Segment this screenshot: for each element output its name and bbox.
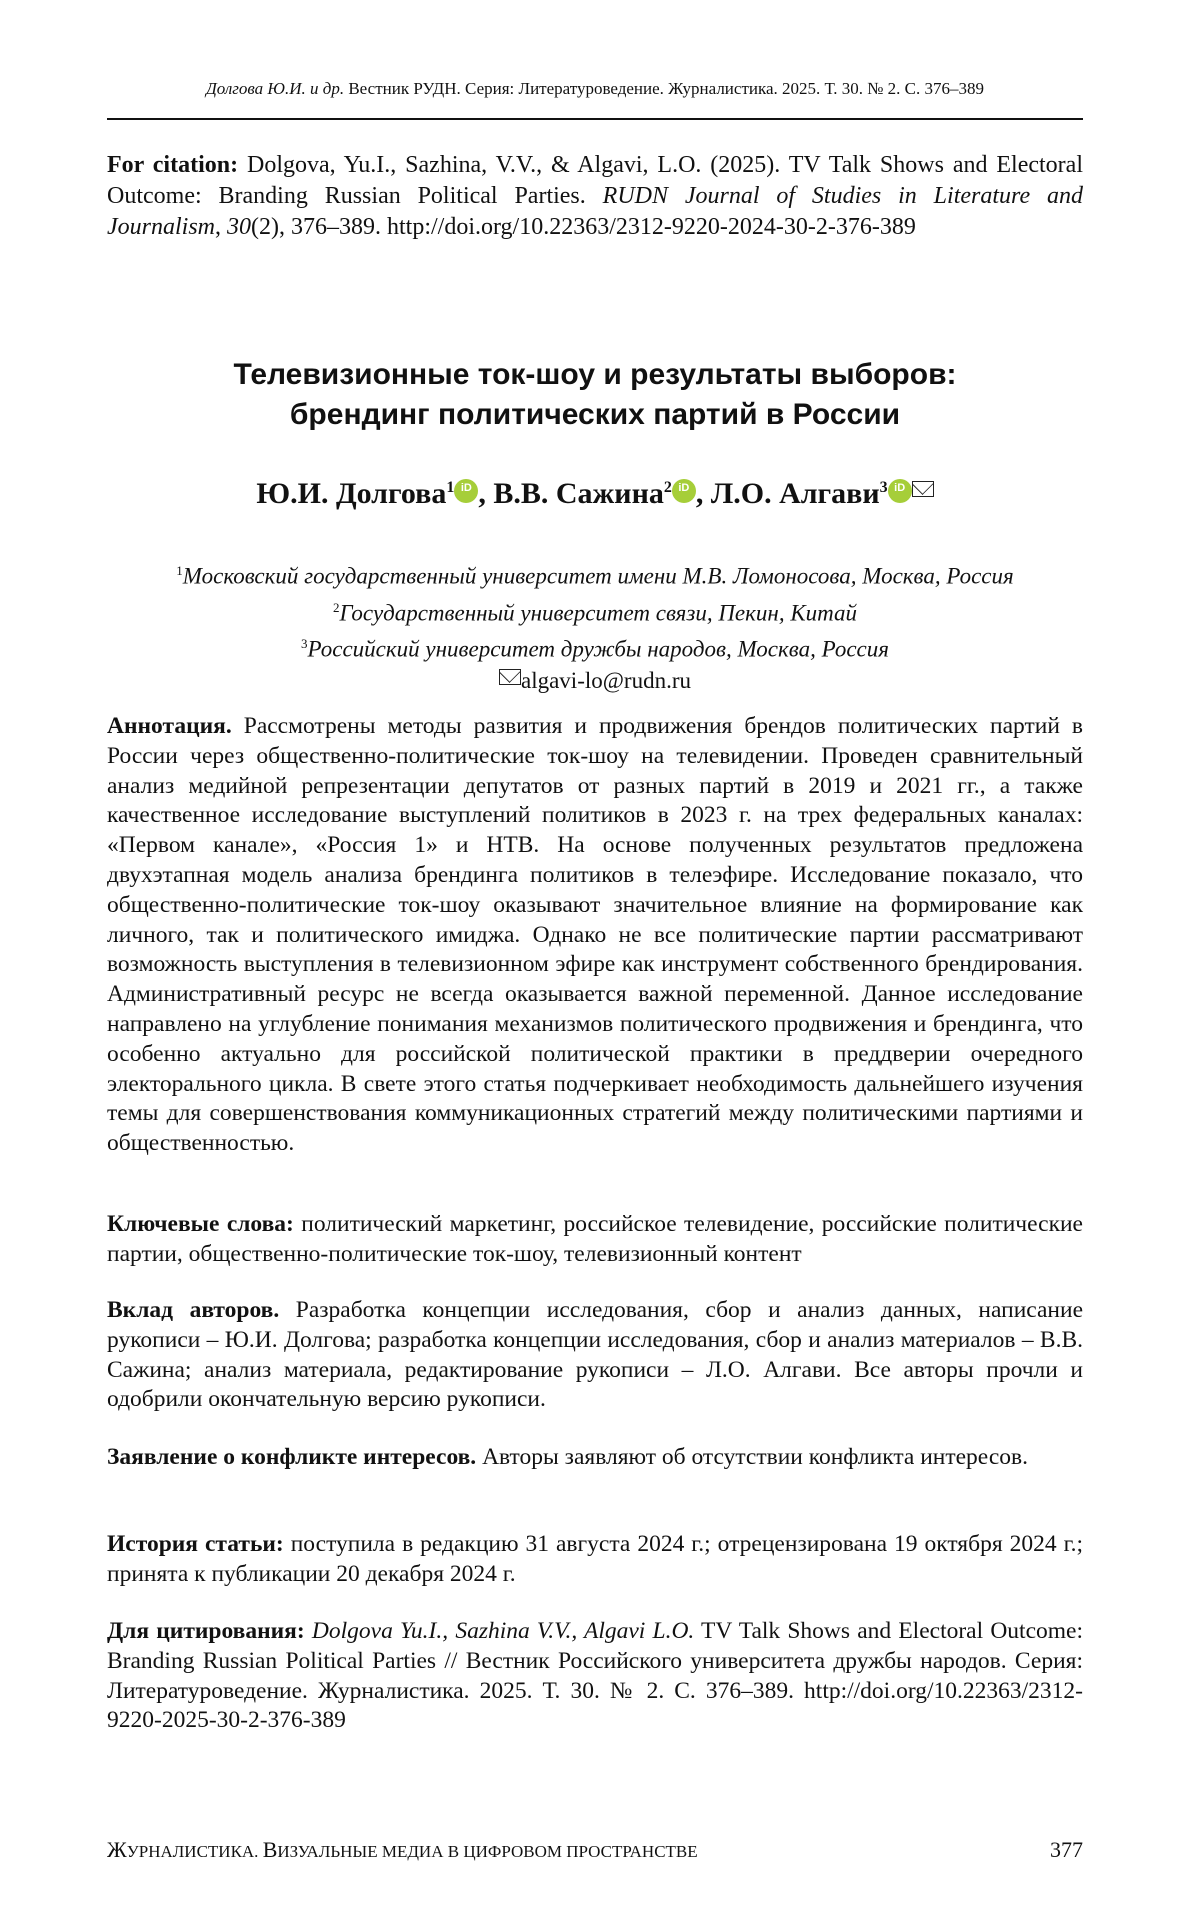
affiliations [107,555,1083,696]
footer-section2-initial: В [263,1837,278,1862]
mail-icon[interactable] [912,481,934,497]
affiliation-1-text: Московский государственный университет имени М.В. Ломоносова, Москва, Россия [183,564,1014,589]
author-3-affil: 3 [880,479,888,496]
page-number: 377 [1050,1837,1083,1863]
citation-volume: 30 [227,214,251,240]
author-contribution [107,1296,1083,1415]
running-head-authors: Долгова Ю.И. и др. [206,79,344,98]
author-2: В.В. Сажина [493,477,664,510]
author-list [107,477,1083,511]
citation-ru-text: TV Talk Shows and Electoral Outcome: Branding Russian Political Parties // Вестник Российского университета дружбы народов. Серия: Литературоведение. Журналистика. 2025. Т. 30. № 2. С. 376–389. http://doi.org/10.22363/2312-9220-2025-30-2-376-389 [107,1618,1083,1733]
affiliation-2 [107,592,1083,629]
header-divider [107,118,1083,120]
author-sep: , [696,477,711,510]
mail-icon [499,669,521,685]
contribution-label: Вклад авторов. [107,1297,279,1323]
conflict-statement [107,1443,1083,1473]
citation-russian [107,1617,1083,1736]
keywords [107,1210,1083,1270]
author-1-affil: 1 [446,479,454,496]
orcid-icon[interactable] [672,479,696,503]
citation-text: Dolgova, Yu.I., Sazhina, V.V., & Algavi, L.O. (2025). TV Talk Shows and Electoral Outcome: Branding Russian Political Parties. [107,152,1083,209]
affiliation-2-num: 2 [333,600,340,615]
citation-english [107,150,1083,243]
history-text: поступила в редакцию 31 августа 2024 г.; отрецензирована 19 октября 2024 г.; принята к публикации 20 декабря 2024 г. [107,1531,1083,1587]
footer-section [107,1837,698,1863]
affiliation-1 [107,555,1083,592]
author-1: Ю.И. Долгова [256,477,446,510]
footer-section-initial: Ж [107,1837,127,1862]
keywords-label: Ключевые слова: [107,1211,294,1237]
affiliation-3-text: Российский университет дружбы народов, Москва, Россия [308,637,889,662]
contribution-text: Разработка концепции исследования, сбор и анализ данных, написание рукописи – Ю.И. Долгова; разработка концепции исследования, сбор и анализ материалов – В.В. Сажина; анализ материала, редактирование рукописи – Л.О. Алгави. Все авторы прочли и одобрили окончательную версию рукописи. [107,1297,1083,1412]
citation-sep: , [215,214,227,240]
abstract-text: Рассмотрены методы развития и продвижения брендов политических партий в России через общественно-политические ток-шоу на телевидении. Проведен сравнительный анализ медийной репрезентации депутатов от разных партий в 2019 и 2021 гг., а также качественное исследование выступлений политиков в 2023 г. на трех федеральных каналах: «Первом канале», «Россия 1» и НТВ. На основе полученных результатов предложена двухэтапная модель анализа брендинга политиков в телеэфире. Исследование показало, что общественно-политические ток-шоу оказывают значительное влияние на формирование как личного, так и политического имиджа. Однако не все политические партии рассматривают возможность выступления в телевизионном эфире как инструмент собственного брендирования. Административный ресурс не всегда оказывается важной переменной. Данное исследование направлено на углубление понимания механизмов политического продвижения и брендинга, что особенно актуально для российской политической практики в преддверии очередного электорального цикла. В свете этого статья подчеркивает необходимость дальнейшего изучения темы для совершенствования коммуникационных стратегий между политическими партиями и общественностью. [107,713,1083,1156]
citation-journal: RUDN Journal of Studies in Literature and Journalism [107,183,1083,240]
abstract [107,712,1083,1159]
abstract-label: Аннотация. [107,713,232,739]
conflict-label: Заявление о конфликте интересов. [107,1444,476,1470]
orcid-icon[interactable] [454,479,478,503]
affiliation-3 [107,628,1083,665]
email-line [107,665,1083,696]
author-3: Л.О. Алгави [711,477,880,510]
affiliation-1-num: 1 [176,563,183,578]
running-head-journal: Вестник РУДН. Серия: Литературоведение. Журналистика. 2025. Т. 30. № 2. С. 376–389 [348,79,984,98]
article-history [107,1530,1083,1590]
article-title [107,355,1083,435]
citation-pages-doi: (2), 376–389. http://doi.org/10.22363/2312-9220-2024-30-2-376-389 [251,214,916,240]
footer-section-rest: УРНАЛИСТИКА. [127,1842,263,1861]
running-head [107,79,1083,99]
author-sep: , [478,477,493,510]
keywords-text: политический маркетинг, российское телевидение, российские политические партии, общественно-политические ток-шоу, телевизионный контент [107,1211,1083,1267]
author-2-affil: 2 [664,479,672,496]
footer-section2-rest: ИЗУАЛЬНЫЕ МЕДИА В ЦИФРОВОМ ПРОСТРАНСТВЕ [277,1842,697,1861]
citation-label: For citation: [107,152,238,178]
citation-ru-authors: Dolgova Yu.I., Sazhina V.V., Algavi L.O. [305,1618,695,1644]
orcid-icon[interactable] [888,479,912,503]
citation-ru-label: Для цитирования: [107,1618,305,1644]
affiliation-3-num: 3 [301,636,308,651]
author-email[interactable]: algavi-lo@rudn.ru [521,668,691,693]
conflict-text: Авторы заявляют об отсутствии конфликта интересов. [476,1444,1028,1470]
history-label: История статьи: [107,1531,284,1557]
title-line-2: брендинг политических партий в России [107,395,1083,435]
title-line-1: Телевизионные ток-шоу и результаты выборов: [107,355,1083,395]
affiliation-2-text: Государственный университет связи, Пекин, Китай [340,600,857,625]
